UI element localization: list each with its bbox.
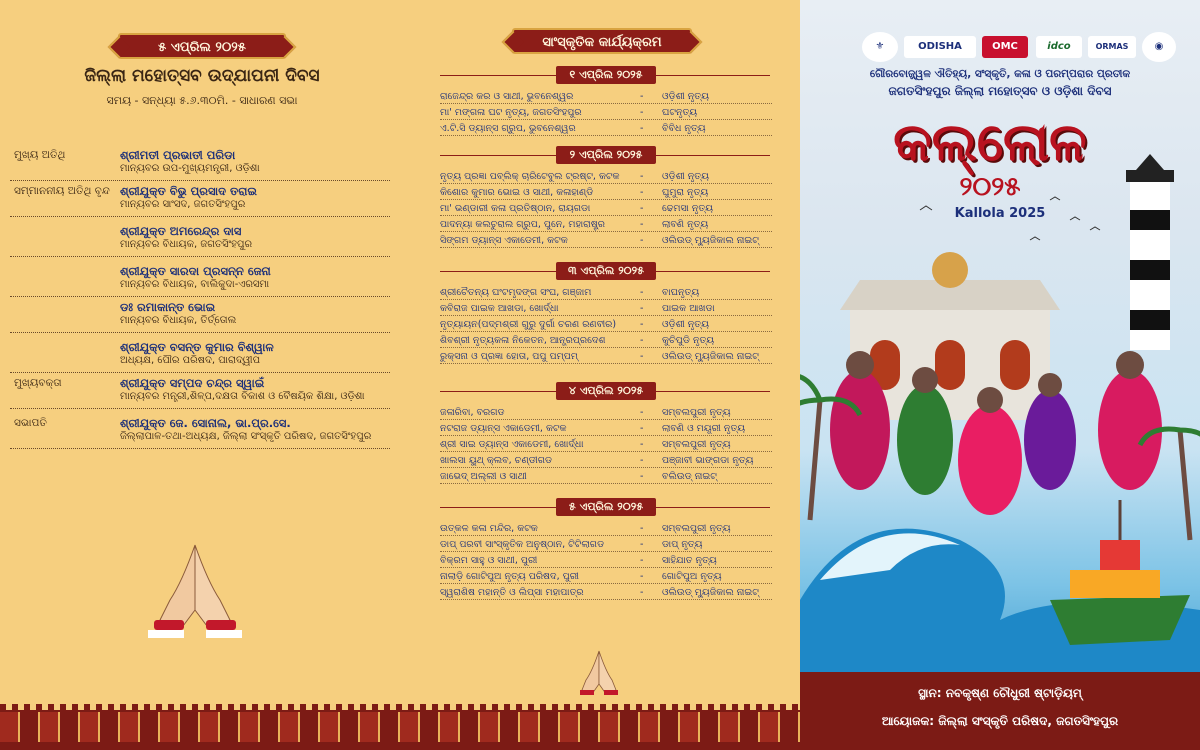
row-underline xyxy=(440,199,772,200)
program-artist: ରାଜେନ୍ଦ୍ର କର ଓ ସାଥୀ, ଭୁବନେଶ୍ୱର xyxy=(440,91,574,102)
program-artist: ନୃତ୍ୟ ପ୍ରଜ୍ଞା ପବ୍ଲିକ୍ ଚାରିଟେବୁଲ ଟ୍ରଷ୍ଟ, କଟକ xyxy=(440,171,620,182)
row-underline xyxy=(440,315,772,316)
guest-row xyxy=(0,146,404,178)
program-row xyxy=(440,570,772,584)
program-dash: - xyxy=(640,587,644,598)
event-time: ସମୟ - ସନ୍ଧ୍ୟା ୫.୬.୩୦ମି. - ସାଧାରଣ ସଭା xyxy=(106,94,298,107)
program-dance-form: ଡାପ୍ ନୃତ୍ୟ xyxy=(662,539,703,550)
program-artist: ପାଦନ୍ୟା କଲଚୁରାଲ ଗ୍ରୁପ, ପୁନେ, ମହାରାଷ୍ଟ୍ର xyxy=(440,219,605,230)
row-underline xyxy=(440,583,772,584)
guest-separator xyxy=(10,216,390,217)
program-artist: କିଶୋର କୁମାର ଭୋଇ ଓ ସାଥୀ, କଳାହାଣ୍ଡି xyxy=(440,187,594,198)
program-dash: - xyxy=(640,235,644,246)
guest-designation: ମାନ୍ୟବର ମନ୍ତ୍ରୀ,ଶିଳ୍ପ,ଦକ୍ଷତା ବିକାଶ ଓ ବୈଷୟିକ ଶିକ୍ଷା, ଓଡ଼ିଶା xyxy=(120,391,365,402)
festival-latin-title: Kallola 2025 xyxy=(954,206,1046,221)
row-underline xyxy=(440,103,772,104)
guest-name: ଡଃ ରମାକାନ୍ତ ଭୋଇ xyxy=(120,300,216,314)
program-dance-form: ବଲିଉଡ୍ ନାଇଟ୍ xyxy=(662,471,717,482)
program-dance-form: ଓଲିଉଡ୍ ମ୍ୟୁଜିକାଲ ନାଇଟ୍ xyxy=(662,587,759,598)
program-row xyxy=(440,406,772,420)
program-dash: - xyxy=(640,219,644,230)
omc-logo: OMC xyxy=(982,36,1028,58)
program-artist: ନଟରାଜ ଡ୍ୟାନ୍ସ ଏକାଡେମୀ, କଟକ xyxy=(440,423,567,434)
program-artist: ଏ.ଟି.ସି ଡ୍ୟାନ୍ସ ଗ୍ରୁପ, ଭୁବନେଶ୍ୱର xyxy=(440,123,576,134)
guest-separator xyxy=(10,408,390,409)
guest-name: ଶ୍ରୀମତୀ ପ୍ରଭାତୀ ପରିଡା xyxy=(120,148,236,162)
program-dash: - xyxy=(640,523,644,534)
program-dash: - xyxy=(640,123,644,134)
program-row xyxy=(440,122,772,136)
small-namaste-icon xyxy=(574,648,624,698)
program-artist: ସିଙ୍ଗମ ଡ୍ୟାନ୍ସ ଏକାଡେମୀ, କଟକ xyxy=(440,235,568,246)
program-artist: ଶିବଶ୍ରୀ ନୃତ୍ୟକଳା ନିକେତନ, ଆନ୍ଧ୍ରପ୍ରଦେଶ xyxy=(440,335,606,346)
footer-band xyxy=(800,672,1200,750)
row-underline xyxy=(440,551,772,552)
program-row xyxy=(440,422,772,436)
program-ribbon: ସାଂସ୍କୃତିକ କାର୍ଯ୍ୟକ୍ରମ xyxy=(512,28,692,54)
row-underline xyxy=(440,535,772,536)
program-dance-form: ଓଲିଉଡ୍ ମ୍ୟୁଜିକାଲ ନାଇଟ୍ xyxy=(662,351,759,362)
row-underline xyxy=(440,247,772,248)
program-artist: ସ୍ୱରାଶିଷ ମହାନ୍ତି ଓ ଲିପ୍‌ସା ମହାପାତ୍ର xyxy=(440,587,584,598)
row-underline xyxy=(440,299,772,300)
right-panel xyxy=(800,0,1200,750)
row-underline xyxy=(440,135,772,136)
program-artist: ଡାପ୍ ପରବୀ ସାଂସ୍କୃତିକ ଅନୁଷ୍ଠାନ, ଟିଟିଲାଗଡ xyxy=(440,539,605,550)
program-row xyxy=(440,438,772,452)
guest-separator xyxy=(10,448,390,449)
program-artist: ଶ୍ରୀଚୈତନ୍ୟ ଘଂଟମୃଦଙ୍ଗ ସଂଘ, ଗଞ୍ଜାମ xyxy=(440,287,592,298)
guest-row xyxy=(0,262,404,294)
program-dance-form: ଲାବଣି ନୃତ୍ୟ xyxy=(662,219,709,230)
program-row xyxy=(440,286,772,300)
row-underline xyxy=(440,419,772,420)
program-dance-form: ଢେମସା ନୃତ୍ୟ xyxy=(662,203,713,214)
row-underline xyxy=(440,467,772,468)
program-dance-form: ଲାବଣି ଓ ମୟୂରୀ ନୃତ୍ୟ xyxy=(662,423,746,434)
program-dash: - xyxy=(640,555,644,566)
program-dash: - xyxy=(640,571,644,582)
program-dance-form: ଓଡ଼ିଶୀ ନୃତ୍ୟ xyxy=(662,171,709,182)
program-artist: ନାଲାଡ଼ି ଗୋଟିପୁଅ ନୃତ୍ୟ ପରିଷଦ, ପୁରୀ xyxy=(440,571,580,582)
row-underline xyxy=(440,231,772,232)
row-underline xyxy=(440,363,772,364)
tagline: ଗୌରବୋଜ୍ଜ୍ୱଳ ଐତିହ୍ୟ, ସଂସ୍କୃତି, କଳା ଓ ପରମ୍ପରାର ପ୍ରତୀକ xyxy=(869,68,1131,80)
row-underline xyxy=(440,435,772,436)
date-ribbon: ୫ ଏପ୍ରିଲ ୨୦୨୫ xyxy=(118,33,286,59)
program-artist: ଖାଲସା ୟୁଥ୍ କ୍ଲବ, ଚଣ୍ଡୀଗଡ xyxy=(440,455,553,466)
guest-designation: ମାନ୍ୟବର ବିଧାୟକ, ଜଗତସିଂହପୁର xyxy=(120,239,253,250)
program-dash: - xyxy=(640,335,644,346)
program-row xyxy=(440,302,772,316)
program-dance-form: ସମ୍ବଲପୁରୀ ନୃତ୍ୟ xyxy=(662,439,731,450)
guest-row xyxy=(0,298,404,330)
program-row xyxy=(440,106,772,120)
guest-name: ଶ୍ରୀଯୁକ୍ତ ସାରଦା ପ୍ରସନ୍ନ ଜେନା xyxy=(120,264,271,278)
row-underline xyxy=(440,567,772,568)
program-dance-form: ସାହିଯାତ ନୃତ୍ୟ xyxy=(662,555,717,566)
decorative-border xyxy=(0,704,800,750)
guest-row xyxy=(0,222,404,254)
program-row xyxy=(440,538,772,552)
program-row xyxy=(440,186,772,200)
program-dash: - xyxy=(640,303,644,314)
program-dash: - xyxy=(640,203,644,214)
day-label: ୫ ଏପ୍ରିଲ ୨୦୨୫ xyxy=(556,498,656,516)
guest-designation: ମାନ୍ୟବର ବିଧାୟକ, ବାଲିକୁଦା-ଏରସମା xyxy=(120,279,270,290)
program-dance-form: ଗୋଟିପୁଅ ନୃତ୍ୟ xyxy=(662,571,722,582)
program-dash: - xyxy=(640,187,644,198)
program-dance-form: ଘୁମୁରା ନୃତ୍ୟ xyxy=(662,187,709,198)
program-artist: ରୁକ୍‌ସନା ଓ ପ୍ରଜ୍ଞା ହୋତା, ପପୁ ପମ୍‌ପମ୍ xyxy=(440,351,578,362)
guest-name: ଶ୍ରୀଯୁକ୍ତ ବସନ୍ତ କୁମାର ବିଶ୍ୱାଳ xyxy=(120,340,274,354)
guest-row xyxy=(0,374,404,406)
guest-role: ସଭାପତି xyxy=(14,417,47,429)
program-row xyxy=(440,218,772,232)
program-row xyxy=(440,90,772,104)
day-label: ୩ ଏପ୍ରିଲ ୨୦୨୫ xyxy=(556,262,656,280)
namaste-icon xyxy=(140,540,250,640)
guest-row xyxy=(0,338,404,370)
program-dash: - xyxy=(640,439,644,450)
program-dash: - xyxy=(640,107,644,118)
organizer-text: ଆୟୋଜକ: ଜିଲ୍ଲା ସଂସ୍କୃତି ପରିଷଦ, ଜଗତସିଂହପୁର xyxy=(881,714,1119,728)
program-row xyxy=(440,470,772,484)
program-dash: - xyxy=(640,351,644,362)
row-underline xyxy=(440,215,772,216)
guest-role: ମୁଖ୍ୟ ଅତିଥି xyxy=(14,149,66,161)
program-dance-form: ପାଇକ ଆଖଡା xyxy=(662,303,715,314)
program-dance-form: ବାଘନୃତ୍ୟ xyxy=(662,287,700,298)
program-dash: - xyxy=(640,319,644,330)
guest-role: ସମ୍ମାନନୀୟ ଅତିଥି ବୃନ୍ଦ xyxy=(14,185,110,197)
program-artist: ନୃତ୍ୟାୟନ(ପଦ୍ମଶ୍ରୀ ଗୁରୁ ଦୁର୍ଗା ଚରଣ ରଣବୀର) xyxy=(440,319,617,330)
program-dash: - xyxy=(640,171,644,182)
guest-name: ଶ୍ରୀଯୁକ୍ତ ଅମରେନ୍ଦ୍ର ଦାସ xyxy=(120,224,242,238)
day-label: ୨ ଏପ୍ରିଲ ୨୦୨୫ xyxy=(556,146,656,164)
guest-name: ଶ୍ରୀଯୁକ୍ତ ଜେ. ସୋନାଲ, ଭା.ପ୍ର.ସେ. xyxy=(120,416,291,430)
program-row xyxy=(440,586,772,600)
program-row xyxy=(440,522,772,536)
festival-scene-illustration xyxy=(800,140,1200,680)
guest-role: ମୁଖ୍ୟବକ୍ତା xyxy=(14,377,62,389)
middle-panel xyxy=(404,0,800,750)
program-artist: ଉତ୍କଳ କଳା ମନ୍ଦିର, କଟକ xyxy=(440,523,538,534)
program-dash: - xyxy=(640,407,644,418)
program-artist: ମା' ଭଣ୍ଡାରୀ କଳା ପ୍ରତିଷ୍ଠାନ, ରାୟଗଡା xyxy=(440,203,591,214)
program-artist: ଜାଭେଦ୍ ଅଲ୍ଲୀ ଓ ସାଥୀ xyxy=(440,471,527,482)
guest-separator xyxy=(10,180,390,181)
guest-separator xyxy=(10,332,390,333)
district-emblem-icon: ◉ xyxy=(1142,32,1176,62)
program-dash: - xyxy=(640,287,644,298)
program-dance-form: ପଞ୍ଜାବୀ ଭାଙ୍ଗଡା ନୃତ୍ୟ xyxy=(662,455,754,466)
guest-row xyxy=(0,182,404,214)
program-row xyxy=(440,334,772,348)
day-label: ୧ ଏପ୍ରିଲ ୨୦୨୫ xyxy=(556,66,656,84)
row-underline xyxy=(440,347,772,348)
program-dance-form: ସମ୍ବଲପୁରୀ ନୃତ୍ୟ xyxy=(662,407,731,418)
day-label: ୪ ଏପ୍ରିଲ ୨୦୨୫ xyxy=(556,382,656,400)
program-dash: - xyxy=(640,471,644,482)
program-artist: ବିକ୍ରମ ସାହୁ ଓ ସାଥୀ, ପୁରୀ xyxy=(440,555,538,566)
program-artist: ଜଳାରିବା, ବରଗଡ xyxy=(440,407,505,418)
guest-designation: ମାନ୍ୟବର ଉପ-ମୁଖ୍ୟମନ୍ତ୍ରୀ, ଓଡ଼ିଶା xyxy=(120,163,260,174)
guest-designation: ମାନ୍ୟବର ବିଧାୟକ, ତିର୍ତ୍ତୋଲ xyxy=(120,315,237,326)
program-dance-form: ଓଡ଼ିଶୀ ନୃତ୍ୟ xyxy=(662,319,709,330)
program-dance-form: କୁଚିପୁଡି ନୃତ୍ୟ xyxy=(662,335,715,346)
govt-emblem-icon: ⚜ xyxy=(862,32,898,62)
program-row xyxy=(440,318,772,332)
row-underline xyxy=(440,451,772,452)
program-row xyxy=(440,234,772,248)
program-artist: ଶ୍ରୀ ସାଇ ଡ୍ୟାନ୍ସ ଏକାଡେମୀ, ଖୋର୍ଦ୍ଧା xyxy=(440,439,584,450)
program-row xyxy=(440,454,772,468)
program-dance-form: ବିବିଧ ନୃତ୍ୟ xyxy=(662,123,706,134)
guest-row xyxy=(0,414,404,446)
left-panel xyxy=(0,0,404,750)
program-dash: - xyxy=(640,539,644,550)
program-row xyxy=(440,554,772,568)
row-underline xyxy=(440,331,772,332)
guest-designation: ମାନ୍ୟବର ସାଂସଦ, ଜଗତସିଂହପୁର xyxy=(120,199,246,210)
program-dance-form: ଘଟନୃତ୍ୟ xyxy=(662,107,698,118)
idco-logo: idco xyxy=(1036,36,1082,58)
guest-separator xyxy=(10,256,390,257)
festival-title: କଲ୍ଲୋଳ xyxy=(893,112,1087,173)
program-dash: - xyxy=(640,423,644,434)
program-dash: - xyxy=(640,455,644,466)
program-artist: ମା' ମଙ୍ଗଳା ଘଟ ନୃତ୍ୟ, ଜଗତସିଂହପୁର xyxy=(440,107,582,118)
row-underline xyxy=(440,599,772,600)
program-dance-form: ସମ୍ବଲପୁରୀ ନୃତ୍ୟ xyxy=(662,523,731,534)
venue-text: ସ୍ଥାନ: ନବକୃଷ୍ଣ ଚୌଧୁରୀ ଷ୍ଟାଡ଼ିୟମ୍ xyxy=(918,686,1082,700)
program-row xyxy=(440,350,772,364)
program-dash: - xyxy=(640,91,644,102)
guest-designation: ଅଧ୍ୟକ୍ଷ, ପୌର ପରିଷଦ, ପାରାଦ୍ୱୀପ xyxy=(120,355,261,366)
page-title: ଜିଲ୍ଲା ମହୋତ୍ସବ ଉଦ୍‌ଯାପନୀ ଦିବସ xyxy=(84,66,320,86)
program-dance-form: ଓଲିଉଡ୍ ମ୍ୟୁଜିକାଲ ନାଇଟ୍ xyxy=(662,235,759,246)
guest-separator xyxy=(10,296,390,297)
guest-designation: ଜିଲ୍ଲାପାଳ-ତଥା-ଅଧ୍ୟକ୍ଷ, ଜିଲ୍ଲା ସଂସ୍କୃତି ପରିଷଦ, ଜଗତସିଂହପୁର xyxy=(120,431,372,442)
row-underline xyxy=(440,119,772,120)
row-underline xyxy=(440,183,772,184)
festival-subtitle: ଜଗତସିଂହପୁର ଜିଲ୍ଲା ମହୋତ୍ସବ ଓ ଓଡ଼ିଶା ଦିବସ xyxy=(888,84,1112,98)
guest-name: ଶ୍ରୀଯୁକ୍ତ ବିଭୁ ପ୍ରସାଦ ତରାଇ xyxy=(120,184,257,198)
program-row xyxy=(440,202,772,216)
ormas-logo: ORMAS xyxy=(1088,36,1136,58)
odisha-logo: ODISHA xyxy=(904,36,976,58)
festival-year: ୨୦୨୫ xyxy=(959,172,1021,202)
guest-separator xyxy=(10,372,390,373)
program-artist: କବିରାଜ ପାଇକ ଆଖଡା, ଖୋର୍ଦ୍ଧା xyxy=(440,303,559,314)
guest-name: ଶ୍ରୀଯୁକ୍ତ ସମ୍ପଦ ଚନ୍ଦ୍ର ସ୍ୱାଇଁ xyxy=(120,376,265,390)
program-dance-form: ଓଡ଼ିଶୀ ନୃତ୍ୟ xyxy=(662,91,709,102)
program-row xyxy=(440,170,772,184)
row-underline xyxy=(440,483,772,484)
